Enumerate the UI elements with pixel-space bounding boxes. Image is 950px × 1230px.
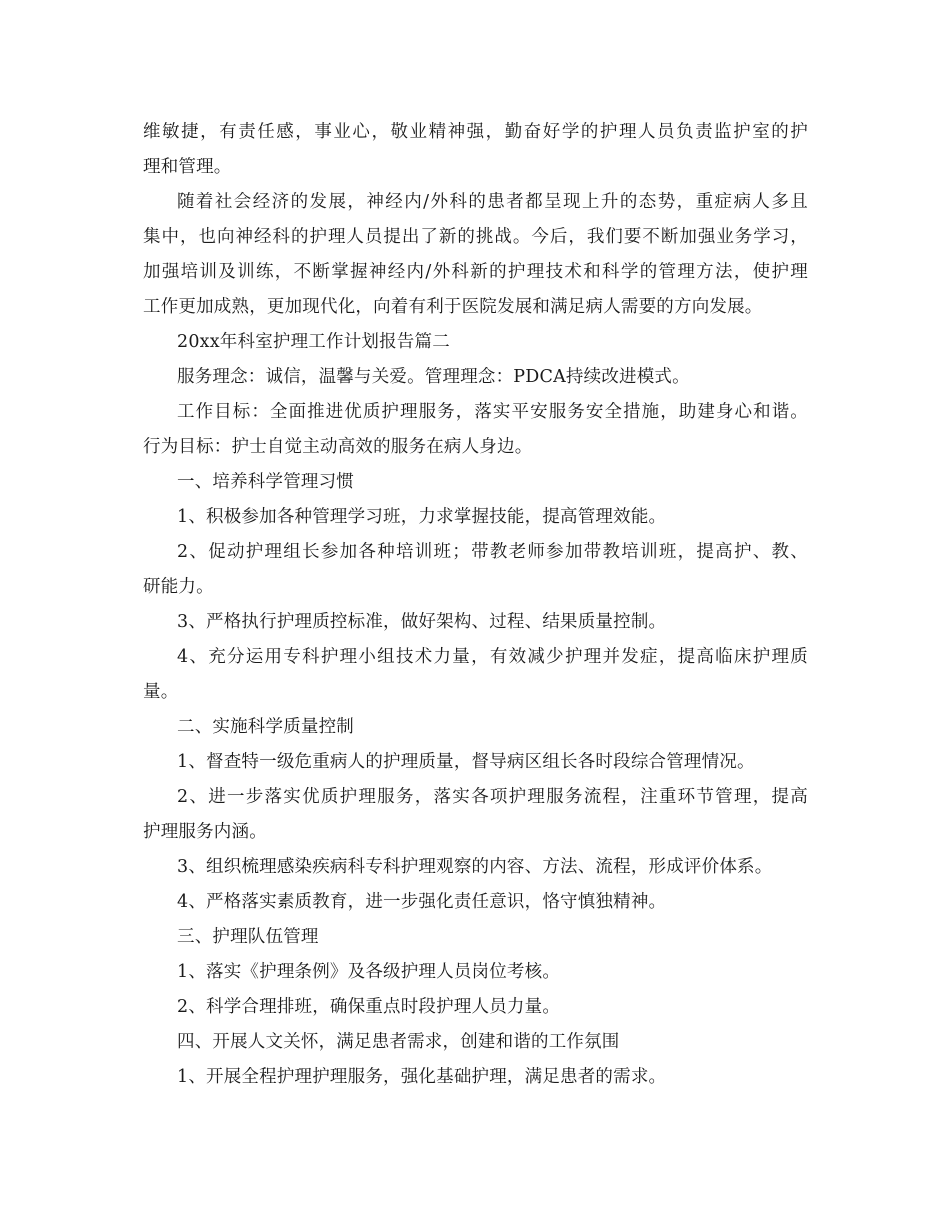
text-line: 工作更加成熟，更加现代化，向着有利于医院发展和满足病人需要的方向发展。	[143, 297, 763, 317]
text-line: 加强培训及训练，不断掌握神经内/外科新的护理技术和科学的管理方法，使护理	[143, 262, 808, 282]
text-line: 4、严格落实素质教育，进一步强化责任意识，恪守慎独精神。	[177, 892, 667, 912]
text-line: 工作目标：全面推进优质护理服务，落实平安服务安全措施，助建身心和谐。	[177, 402, 808, 422]
text-line: 20xx年科室护理工作计划报告篇二	[177, 332, 450, 352]
text-line: 2、进一步落实优质护理服务，落实各项护理服务流程，注重环节管理，提高	[177, 787, 808, 807]
text-line: 1、落实《护理条例》及各级护理人员岗位考核。	[177, 962, 561, 982]
text-line: 3、组织梳理感染疾病科专科护理观察的内容、方法、流程，形成评价体系。	[177, 857, 773, 877]
text-line: 一、培养科学管理习惯	[177, 472, 354, 492]
text-line: 四、开展人文关怀，满足患者需求，创建和谐的工作氛围	[177, 1032, 620, 1052]
text-line: 理和管理。	[143, 157, 232, 177]
text-line: 集中，也向神经科的护理人员提出了新的挑战。今后，我们要不断加强业务学习，	[143, 227, 808, 247]
text-line: 服务理念：诚信，温馨与关爱。管理理念：PDCA持续改进模式。	[177, 367, 690, 387]
text-line: 研能力。	[143, 577, 214, 597]
text-line: 量。	[143, 682, 179, 702]
text-line: 1、开展全程护理护理服务，强化基础护理，满足患者的需求。	[177, 1067, 667, 1087]
text-line: 护理服务内涵。	[143, 822, 267, 842]
text-line: 1、督查特一级危重病人的护理质量，督导病区组长各时段综合管理情况。	[177, 752, 755, 772]
text-line: 行为目标：护士自觉主动高效的服务在病人身边。	[143, 437, 533, 457]
text-line: 4、充分运用专科护理小组技术力量，有效减少护理并发症，提高临床护理质	[177, 647, 808, 667]
text-line: 三、护理队伍管理	[177, 927, 319, 947]
text-line: 随着社会经济的发展，神经内/外科的患者都呈现上升的态势，重症病人多且	[177, 192, 808, 212]
text-line: 3、严格执行护理质控标准，做好架构、过程、结果质量控制。	[177, 612, 667, 632]
text-line: 2、促动护理组长参加各种培训班；带教老师参加带教培训班，提高护、教、	[177, 542, 808, 562]
document-body	[143, 115, 808, 1095]
text-line: 2、科学合理排班，确保重点时段护理人员力量。	[177, 997, 561, 1017]
text-line: 二、实施科学质量控制	[177, 717, 354, 737]
text-line: 维敏捷，有责任感，事业心，敬业精神强，勤奋好学的护理人员负责监护室的护	[143, 122, 808, 142]
text-line: 1、积极参加各种管理学习班，力求掌握技能，提高管理效能。	[177, 507, 667, 527]
